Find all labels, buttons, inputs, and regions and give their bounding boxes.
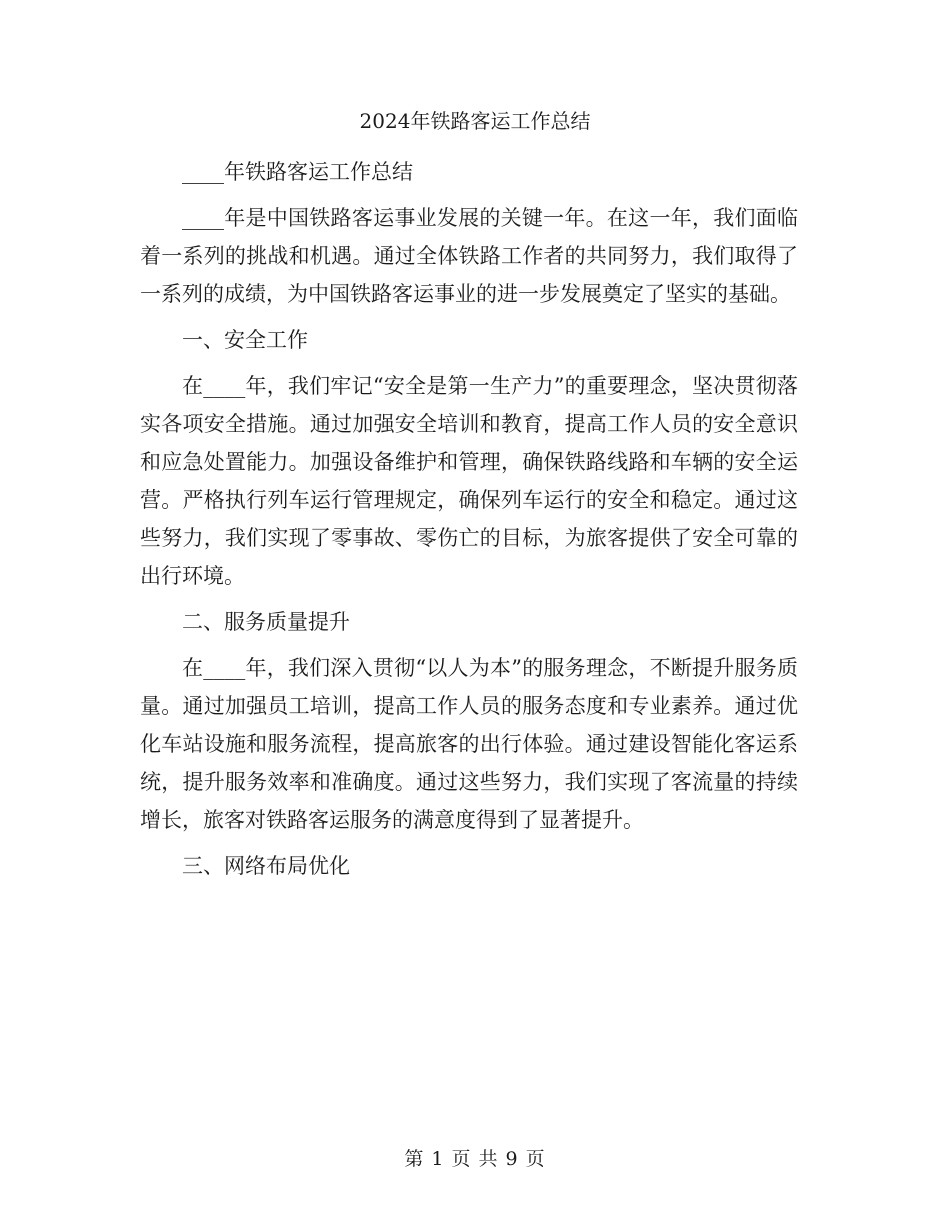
document-title: 2024年铁路客运工作总结 xyxy=(359,109,591,133)
safety-paragraph: 在____年，我们牢记“安全是第一生产力”的重要理念，坚决贯彻落实各项安全措施。通过加强安全培训和教育，提高工作人员的安全意识和应急处置能力。加强设备维护和管理，确保铁路线路和车辆的安全运营。严格执行列车运行管理规定，确保列车运行的安全和稳定。通过这些努力，我们实现了零事故、零伤亡的目标，为旅客提供了安全可靠的出行环境。 xyxy=(140,374,798,588)
subtitle-line: ____年铁路客运工作总结 xyxy=(182,160,413,184)
intro-paragraph: ____年是中国铁路客运事业发展的关键一年。在这一年，我们面临着一系列的挑战和机遇。通过全体铁路工作者的共同努力，我们取得了一系列的成绩，为中国铁路客运事业的进一步发展奠定了坚实的基础。 xyxy=(140,206,798,306)
section-heading-service: 二、服务质量提升 xyxy=(182,610,350,634)
service-paragraph: 在____年，我们深入贯彻“以人为本”的服务理念，不断提升服务质量。通过加强员工培训，提高工作人员的服务态度和专业素养。通过优化车站设施和服务流程，提高旅客的出行体验。通过建设智能化客运系统，提升服务效率和准确度。通过这些努力，我们实现了客流量的持续增长，旅客对铁路客运服务的满意度得到了显著提升。 xyxy=(140,656,798,832)
section-heading-network: 三、网络布局优化 xyxy=(182,854,350,878)
document-body xyxy=(140,153,798,893)
page-number: 第 1 页 共 9 页 xyxy=(404,1148,546,1170)
section-heading-safety: 一、安全工作 xyxy=(182,328,308,352)
